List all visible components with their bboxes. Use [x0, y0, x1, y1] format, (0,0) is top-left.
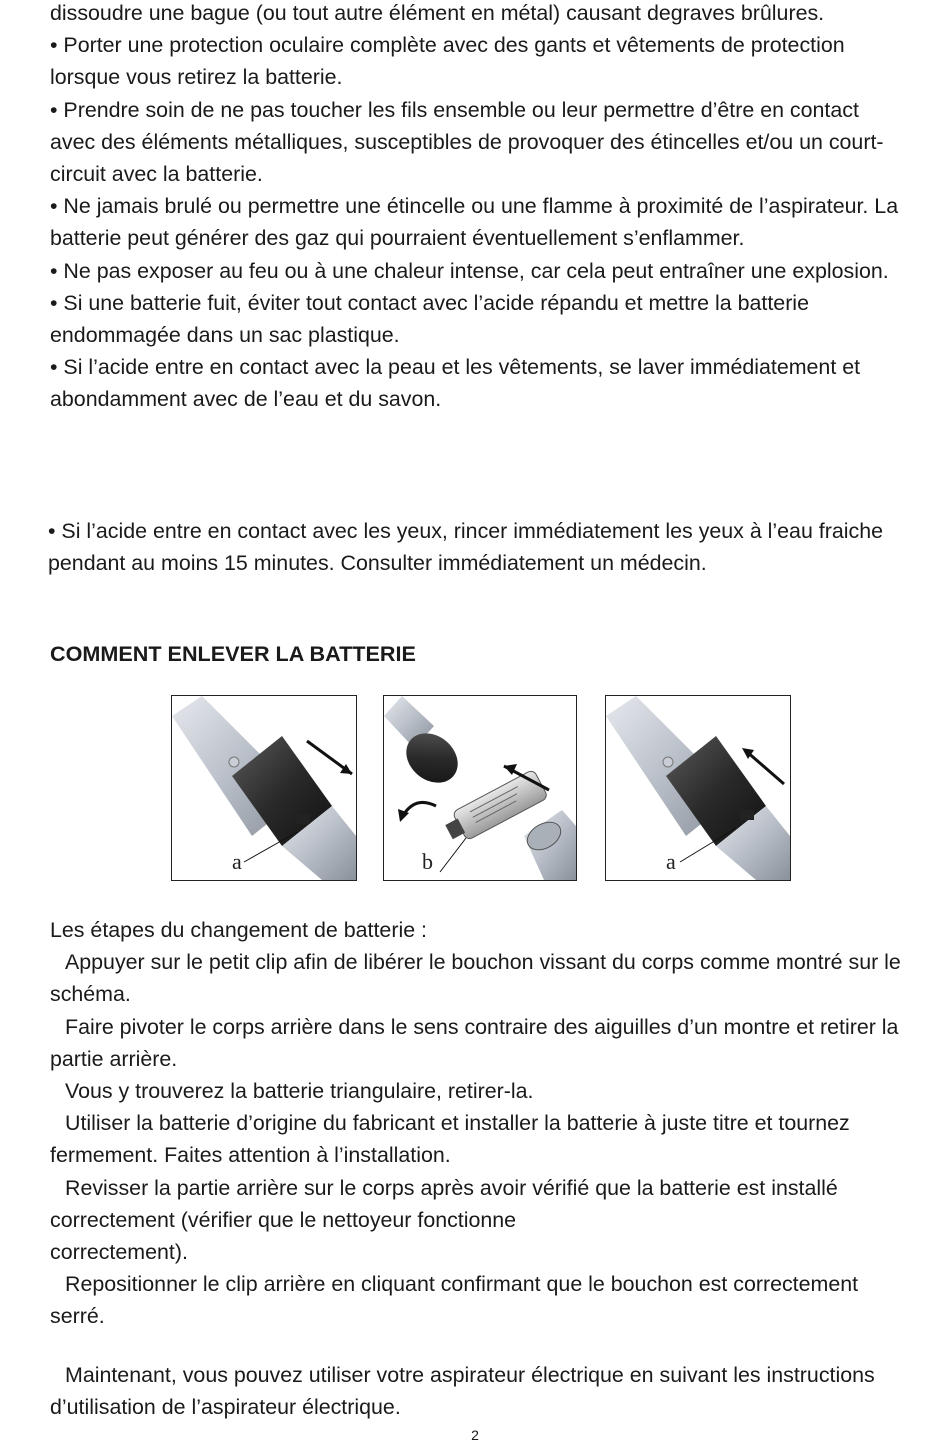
figure-step-1	[171, 695, 357, 881]
step-item: correctement).	[50, 1240, 188, 1265]
section-heading: COMMENT ENLEVER LA BATTERIE	[50, 641, 416, 666]
battery-extraction-illustration	[384, 696, 576, 880]
vacuum-rear-cap-illustration	[172, 696, 356, 880]
step-item: Repositionner le clip arrière en cliquant confirmant que le bouchon est correctement serré.	[50, 1272, 859, 1329]
figure-step-3	[605, 695, 791, 881]
safety-eyes-block	[48, 515, 910, 579]
figure-step-2	[383, 695, 577, 881]
step-item: Appuyer sur le petit clip afin de libérer le bouchon vissant du corps comme montré sur le schéma.	[50, 950, 901, 1007]
steps-intro: Les étapes du changement de batterie :	[50, 918, 427, 942]
safety-item: • Ne pas exposer au feu ou à une chaleur intense, car cela peut entraîner une explosion.	[50, 258, 889, 283]
safety-item: • Si une batterie fuit, éviter tout contact avec l’acide répandu et mettre la batterie endommagée dans un sac plastique.	[50, 290, 809, 348]
closing-text: Maintenant, vous pouvez utiliser votre aspirateur électrique en suivant les instructions d’utilisation de l’aspirateur électrique.	[50, 1363, 875, 1420]
vacuum-rear-cap-reassembly-illustration	[606, 696, 790, 880]
safety-list	[50, 0, 910, 416]
step-item: Vous y trouverez la batterie triangulaire, retirer-la.	[65, 1079, 534, 1104]
safety-item: • Porter une protection oculaire complète avec des gants et vêtements de protection lorsque vous retirez la batterie.	[50, 33, 845, 90]
safety-item: dissoudre une bague (ou tout autre élément en métal) causant degraves brûlures.	[50, 1, 825, 25]
battery-removal-figures	[50, 695, 910, 881]
steps-block	[50, 914, 910, 1333]
closing-block	[50, 1359, 910, 1423]
step-item: Faire pivoter le corps arrière dans le sens contraire des aiguilles d’un montre et retirer la partie arrière.	[50, 1014, 899, 1071]
page-number: 2	[471, 1427, 479, 1443]
step-item: Utiliser la batterie d’origine du fabricant et installer la batterie à juste titre et tournez fermement. Faites attention à l’installation.	[50, 1111, 850, 1168]
safety-item: • Si l’acide entre en contact avec la peau et les vêtements, se laver immédiatement et abondamment avec de l’eau et du savon.	[50, 355, 861, 412]
figure-label: a	[666, 849, 676, 874]
figure-label: b	[422, 849, 433, 874]
figure-label: a	[232, 849, 242, 874]
step-item: Revisser la partie arrière sur le corps après avoir vérifié que la batterie est installé correctement (vérifier que le nettoyeur fonctionne	[50, 1175, 838, 1232]
safety-item: • Prendre soin de ne pas toucher les fils ensemble ou leur permettre d’être en contact avec des éléments métalliques, susceptibles de provoquer des étincelles et/ou un court-circuit avec la batterie.	[50, 97, 884, 187]
safety-item-eyes: • Si l’acide entre en contact avec les yeux, rincer immédiatement les yeux à l’eau fraiche pendant au moins 15 minutes. Consulter immédiatement un médecin.	[48, 519, 883, 576]
safety-item: • Ne jamais brulé ou permettre une étincelle ou une flamme à proximité de l’aspirateur. La batterie peut générer des gaz qui pourraient éventuellement s’enflammer.	[50, 194, 899, 251]
